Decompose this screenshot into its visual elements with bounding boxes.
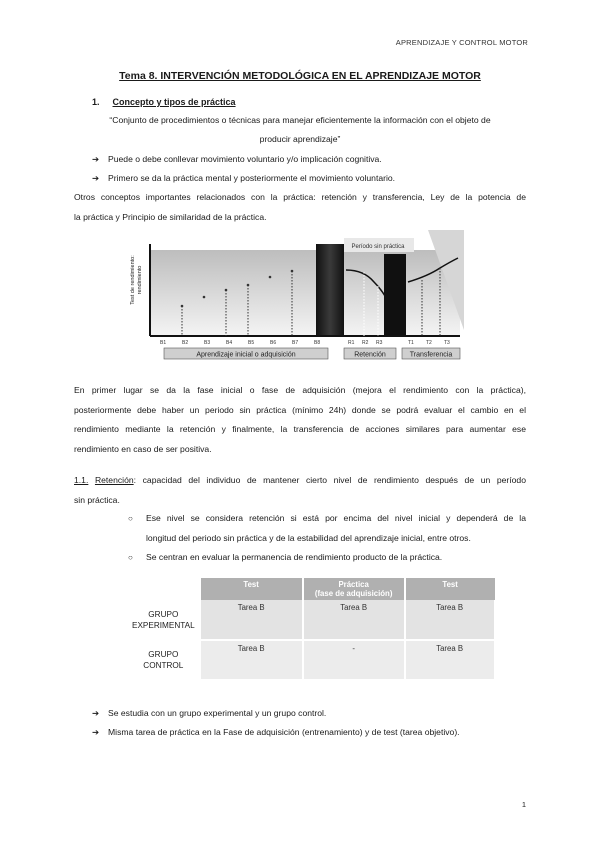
- data-point: [203, 296, 206, 299]
- quote-line: “Conjunto de procedimientos o técnicas para manejar eficientemente la información con el objeto de: [109, 115, 491, 125]
- tick-label: B3: [204, 340, 211, 346]
- tick-label: R1: [348, 340, 355, 346]
- table-cell: -: [303, 640, 405, 680]
- row-label-line: CONTROL: [143, 661, 184, 670]
- phase-label-transfer: Transferencia: [409, 351, 453, 359]
- paragraph-line: En primer lugar se da la fase inicial o fase de adquisición (mejora el rendimiento con la práctica),: [74, 385, 526, 395]
- row-label: [132, 640, 201, 680]
- paragraph-line: [74, 471, 526, 491]
- column-header: Test: [201, 578, 303, 600]
- definition-quote: [74, 111, 526, 149]
- bullet-item: [128, 509, 526, 548]
- arrow-item-text: Misma tarea de práctica en la Fase de adquisición (entrenamiento) y de test (tarea objetivo).: [108, 727, 460, 737]
- paragraph-line: la práctica y Principio de similaridad de la práctica.: [74, 211, 267, 222]
- arrow-list-item: [92, 727, 460, 738]
- y-axis-label-1: Test de rendimiento:: [130, 255, 136, 305]
- row-label-line: GRUPO: [148, 650, 179, 659]
- arrow-list-item: [92, 708, 326, 719]
- subsection-title: Retención: [94, 475, 134, 485]
- page-number: 1: [521, 800, 526, 809]
- definition-text: : capacidad del individuo de mantener cierto nivel de rendimiento después de un período: [133, 475, 526, 485]
- row-label-line: EXPERIMENTAL: [132, 621, 195, 630]
- table-row: [132, 640, 495, 680]
- phase-label-retention: Retención: [354, 351, 386, 359]
- no-practice-band-1: [316, 244, 344, 336]
- y-axis-label-2: rendimiento: [137, 265, 143, 295]
- arrow-list-item: [92, 154, 382, 165]
- experimental-design-table: [132, 578, 496, 681]
- figure-svg: [128, 230, 464, 360]
- paragraph-line: sin práctica.: [74, 494, 120, 505]
- table-cell: Tarea B: [405, 640, 495, 680]
- tick-label: R3: [376, 340, 383, 346]
- tick-label: R2: [362, 340, 369, 346]
- data-point: [181, 305, 184, 308]
- column-header: Test: [405, 578, 495, 600]
- running-header: APRENDIZAJE Y CONTROL MOTOR: [395, 38, 528, 47]
- arrow-list-item: [92, 173, 395, 184]
- tick-label: T3: [444, 340, 450, 346]
- bullet-line: Se centran en evaluar la permanencia de rendimiento producto de la práctica.: [146, 552, 443, 562]
- paragraph-line: rendimiento en caso de ser positiva.: [74, 443, 212, 454]
- paragraph-line: Otros conceptos importantes relacionados con la práctica: retención y transferencia, Ley de la potencia de: [74, 192, 526, 202]
- arrow-item-text: Se estudia con un grupo experimental y un grupo control.: [108, 708, 327, 718]
- column-header-line: (fase de adquisición): [314, 589, 393, 598]
- arrow-item-text: Primero se da la práctica mental y posteriormente el movimiento voluntario.: [108, 173, 396, 183]
- table-row: [132, 600, 495, 640]
- other-concepts-paragraph: [74, 188, 526, 227]
- tick-label: B4: [226, 340, 233, 346]
- row-label-line: GRUPO: [148, 610, 179, 619]
- retention-definition: [74, 471, 526, 510]
- tick-label: T1: [408, 340, 414, 346]
- data-point: [225, 289, 228, 292]
- section-number: 1.: [92, 97, 100, 107]
- circle-bullet-icon: ○: [128, 553, 133, 562]
- tick-label: B7: [292, 340, 299, 346]
- bullet-line: Ese nivel se considera retención si está por encima del nivel inicial y dependerá de la: [146, 513, 526, 523]
- data-point: [269, 276, 272, 279]
- quote-line: producir aprendizaje”: [259, 134, 341, 144]
- data-point: [247, 284, 250, 287]
- practice-phases-figure: [128, 230, 464, 360]
- bullet-line: longitud del periodo sin práctica y de la estabilidad del aprendizaje inicial, entre otros.: [146, 532, 471, 543]
- plot-background: [150, 250, 460, 336]
- paragraph-line: posteriormente debe haber un periodo sin práctica (mínimo 24h) donde se podrá evaluar el cambio en el: [74, 404, 526, 415]
- tick-label: B1: [160, 340, 167, 346]
- empty-corner: [132, 578, 201, 600]
- tick-label: B8: [314, 340, 321, 346]
- tick-label: B6: [270, 340, 277, 346]
- phases-paragraph: [74, 381, 526, 459]
- arrow-item-text: Puede o debe conllevar movimiento voluntario y/o implicación cognitiva.: [108, 154, 382, 164]
- tick-labels: [160, 340, 450, 346]
- period-label: Período sin práctica: [351, 244, 405, 250]
- table-cell: Tarea B: [303, 600, 405, 640]
- bullet-item: [128, 548, 526, 568]
- arrow-icon: ➔: [92, 173, 100, 183]
- data-point: [291, 270, 294, 273]
- arrow-icon: ➔: [92, 708, 100, 718]
- table-cell: Tarea B: [201, 600, 303, 640]
- column-header: [303, 578, 405, 600]
- subsection-number: 1.1.: [74, 475, 89, 485]
- section-heading: [92, 97, 236, 107]
- paragraph-line: rendimiento mediante la retención y finalmente, la transferencia de acciones similares para aumentar ese: [74, 424, 526, 434]
- section-title: Concepto y tipos de práctica: [112, 97, 236, 107]
- table-header-row: [132, 578, 495, 600]
- no-practice-band-2: [384, 254, 406, 336]
- arrow-icon: ➔: [92, 727, 100, 737]
- tick-label: B2: [182, 340, 189, 346]
- column-header-line: Práctica: [338, 580, 369, 589]
- table-cell: Tarea B: [201, 640, 303, 680]
- table-cell: Tarea B: [405, 600, 495, 640]
- tick-label: T2: [426, 340, 432, 346]
- tick-label: B5: [248, 340, 255, 346]
- row-label: [132, 600, 201, 640]
- phase-label-acquisition: Aprendizaje inicial o adquisición: [196, 351, 296, 359]
- circle-bullet-icon: ○: [128, 514, 133, 523]
- page-title: Tema 8. INTERVENCIÓN METODOLÓGICA EN EL APRENDIZAJE MOTOR: [119, 70, 481, 82]
- arrow-icon: ➔: [92, 154, 100, 164]
